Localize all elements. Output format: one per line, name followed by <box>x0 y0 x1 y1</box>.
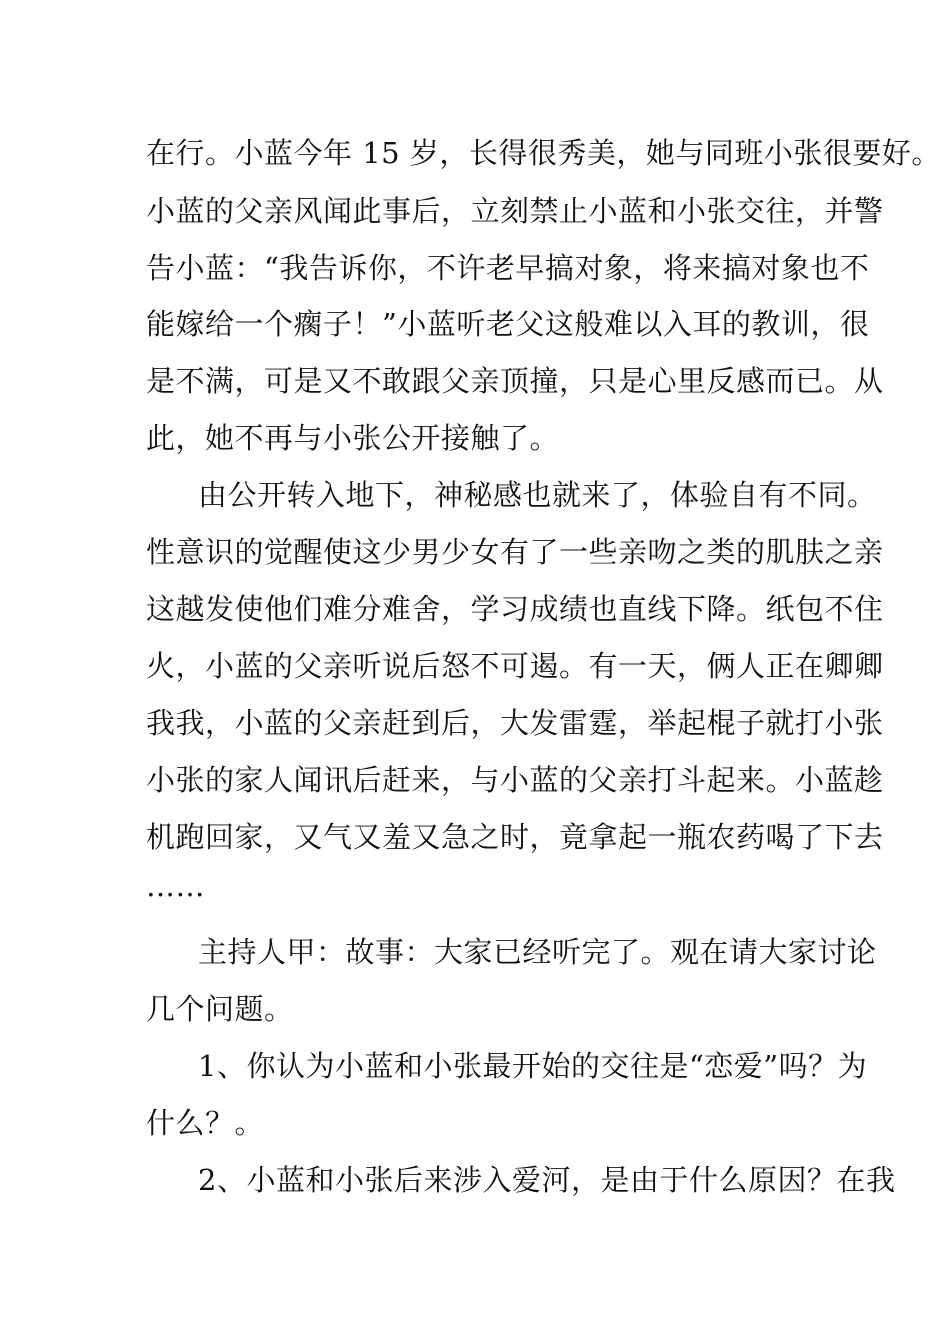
paragraph-line: 主持人甲：故事：大家已经听完了。观在请大家讨论 <box>198 935 877 969</box>
paragraph-line: 由公开转入地下，神秘感也就来了，体验自有不同。 <box>198 478 877 512</box>
paragraph-line: 我我，小蓝的父亲赶到后，大发雷霆，举起棍子就打小张 <box>146 706 884 740</box>
paragraph-line: 这越发使他们难分难舍，学习成绩也直线下降。纸包不住 <box>146 592 884 626</box>
paragraph-line: 此，她不再与小张公开接触了。 <box>146 421 560 455</box>
paragraph-line: 能嫁给一个瘸子！”小蓝听老父这般难以入耳的教训，很 <box>146 307 870 341</box>
paragraph-line: 小蓝的父亲风闻此事后，立刻禁止小蓝和小张交往，并警 <box>146 194 884 228</box>
question-line: 1、你认为小蓝和小张最开始的交往是“恋爱”吗？为 <box>198 1049 868 1083</box>
paragraph-line: 机跑回家，又气又羞又急之时，竟拿起一瓶农药喝了下去 <box>146 820 884 854</box>
paragraph-line: …… <box>146 869 205 903</box>
paragraph-line: 是不满，可是又不敢跟父亲顶撞，只是心里反感而已。从 <box>146 364 884 398</box>
paragraph-line: 告小蓝：“我告诉你，不许老早搞对象，将来搞对象也不 <box>146 251 870 285</box>
paragraph-line: 性意识的觉醒使这少男少女有了一些亲吻之类的肌肤之亲 <box>146 535 884 569</box>
paragraph-line: 几个问题。 <box>146 992 294 1026</box>
question-line: 什么？。 <box>146 1106 265 1140</box>
question-line: 2、小蓝和小张后来涉入爱河，是由于什么原因？在我 <box>198 1163 896 1197</box>
paragraph-line: 小张的家人闻讯后赶来，与小蓝的父亲打斗起来。小蓝趁 <box>146 763 884 797</box>
paragraph-line: 在行。小蓝今年 15 岁，长得很秀美，她与同班小张很要好。 <box>146 136 941 170</box>
paragraph-line: 火，小蓝的父亲听说后怒不可遏。有一天，俩人正在卿卿 <box>146 649 884 683</box>
